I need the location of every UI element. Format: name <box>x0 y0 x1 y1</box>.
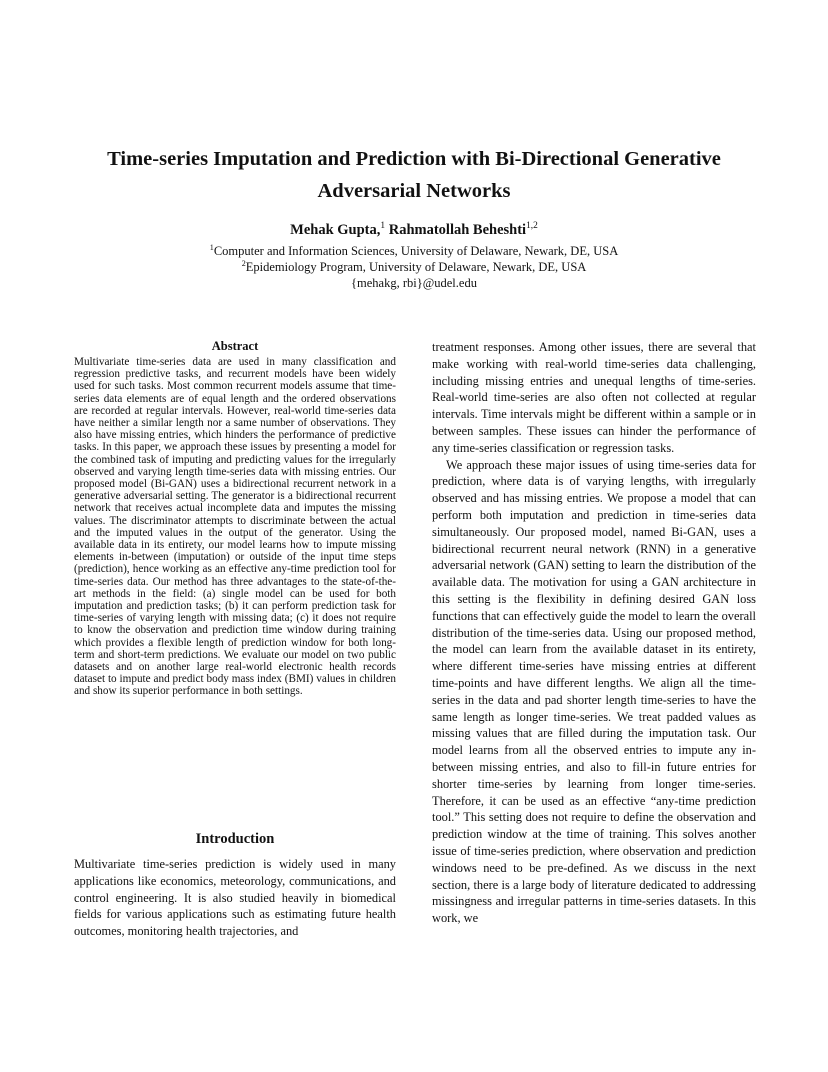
affiliation-line <box>60 243 768 259</box>
paper-title: Time-series Imputation and Prediction with Bi-Directional Generative Adversarial Networks <box>107 148 721 202</box>
author-list <box>60 221 768 239</box>
affiliation-text: Computer and Information Sciences, University of Delaware, Newark, DE, USA <box>213 244 619 258</box>
author-affiliation-mark: 1 <box>380 221 386 232</box>
affiliation-text: Epidemiology Program, University of Delaware, Newark, DE, USA <box>245 260 587 274</box>
author-email: {mehakg, rbi}@udel.edu <box>351 276 477 290</box>
affiliation-mark: 1 <box>209 242 214 252</box>
abstract-text: Multivariate time-series data are used in many classification and regression predictive tasks, and recurrent models have been widely used for such tasks. Most common recurrent models assume that time-series data elements are of equal length and the ordered observations are recorded at regular intervals. However, real-world time-series data have neither a similar length nor a same number of observations. They also have missing entries, which hinders the performance of predictive tasks. In this paper, we approach these issues by presenting a model for the combined task of imputing and predicting values for the irregularly observed and varying length time-series data with missing entries. Our proposed model (Bi-GAN) uses a bidirectional recurrent network in a generative adversarial setting. The generator is a bidirectional recurrent network that receives actual incomplete data and imputes the missing values. The discriminator attempts to discriminate between the actual and the imputed values in the output of the generator. Using the available data in its entirety, our model learns how to impute missing elements in-between (imputation) or outside of the input time steps (prediction), hence working as an effective any-time prediction tool for time-series data. Our method has three advantages to the state-of-the-art methods in the field: (a) single model can be used for both imputation and prediction tasks; (b) it can perform prediction task for time-series of varying length with missing data; (c) it does not require to know the observation and prediction time window during training which provides a flexible length of prediction window for both long-term and short-term predictions. We evaluate our model on two public datasets and on another large real-world electronic health records dataset to impute and predict body mass index (BMI) values in children and show its superior performance in both settings. <box>74 356 396 698</box>
affiliation-line <box>60 259 768 275</box>
right-column <box>432 339 756 927</box>
introduction-paragraph: We approach these major issues of using time-series data for prediction, where data is of varying lengths, with irregularly observed and has missing entries. We propose a model that can perform both imputation and prediction in time-series data simultaneously. Our proposed model, named Bi-GAN, uses a bidirectional recurrent neural network (RNN) in a generative adversarial network (GAN) setting to learn the distribution of the available data. The motivation for using a GAN architecture in this setting is the flexibility in defining desired GAN loss functions that can effectively guide the model to learn the overall distribution of the time-series data. Using our proposed method, the model can learn from the available dataset in its entirety, where different time-series have missing entries at different time-points and have different lengths. We align all the time-series in the data and pad shorter length time-series to have the same length as longer time-series. We treat padded values as missing values that are filled during the imputation task. Our model learns from all the observed entries to impute any in-between missing entries, and also to fill-in future entries for shorter time-series by learning from longer time-series. Therefore, it can be used as an effective “any-time prediction tool.” This setting does not require to define the observation and prediction window at the time of training. This solves another issue of time-series prediction, where observation and prediction windows need to be pre-defined. As we discuss in the next section, there is a large body of literature dedicated to addressing missingness and irregular patterns in time-series datasets. In this work, we <box>432 457 756 926</box>
affiliation-mark: 2 <box>241 258 246 268</box>
introduction-paragraph: Multivariate time-series prediction is widely used in many applications like economics, meteorology, communications, and control engineering. It is also studied heavily in biomedical fields for various applications such as estimating future health outcomes, monitoring health trajectories, and <box>74 857 396 939</box>
author-name: Mehak Gupta, <box>290 222 381 238</box>
abstract-heading: Abstract <box>211 339 259 353</box>
author-name: Rahmatollah Beheshti <box>388 222 527 238</box>
introduction-paragraph: treatment responses. Among other issues, there are several that make working with real-world time-series data challenging, including missing entries and unequal lengths of time-series. Real-world time-series are also often not collected at regular intervals. Time intervals might be different within a sample or in between samples. These issues can hinder the performance of any time-series classification or regression tasks. <box>432 340 756 455</box>
author-affiliation-mark: 1,2 <box>526 221 538 232</box>
introduction-heading: Introduction <box>195 831 275 847</box>
